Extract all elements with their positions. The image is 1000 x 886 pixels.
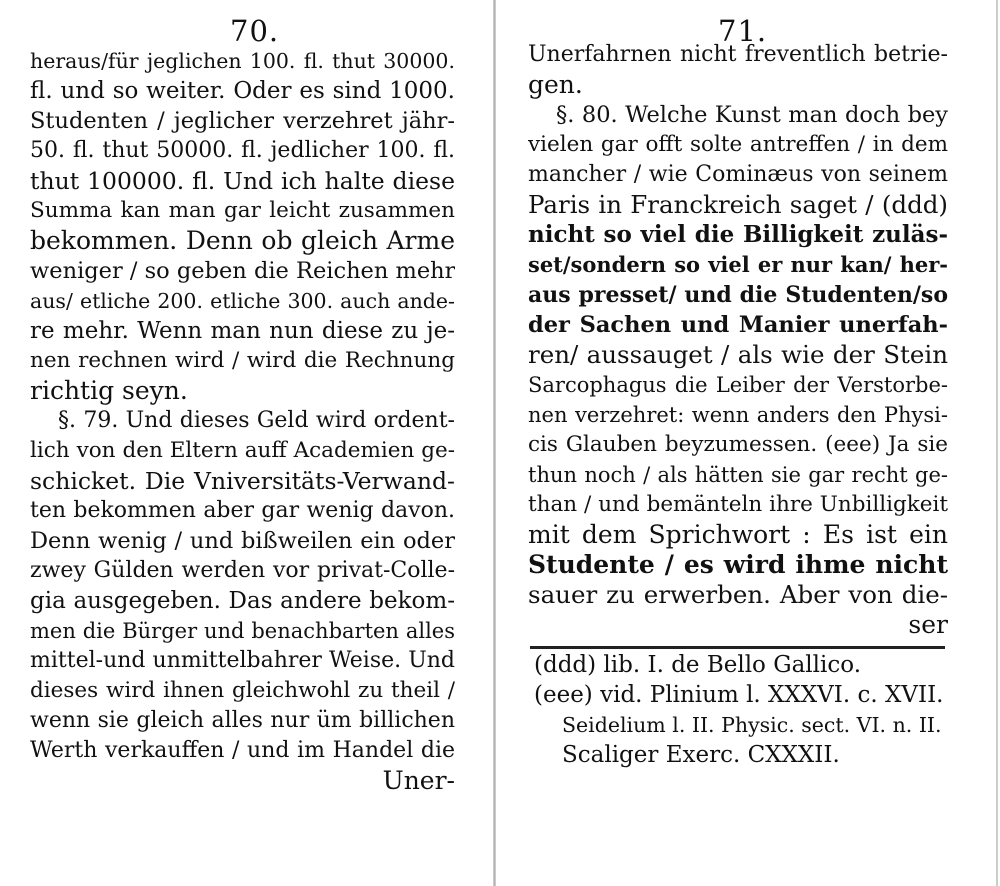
text-line: nicht so viel die Billigkeit zuläs- — [528, 221, 948, 248]
text-line: aus presset/ und die Studenten/so — [528, 282, 948, 308]
text-line: schicket. Die Vniversitäts-Verwand- — [30, 467, 455, 495]
text-line: wenn sie gleich alles nur üm billichen — [30, 708, 455, 733]
page-number-right: 71. — [718, 14, 768, 48]
text-line: nen verzehret: wenn anders den Physi- — [528, 403, 948, 427]
left-page — [30, 0, 455, 886]
book-gutter — [493, 0, 496, 886]
footnote-rule — [530, 646, 945, 649]
text-line: Denn wenig / und bißweilen ein oder — [30, 528, 455, 554]
footnote: Scaliger Exerc. CXXXII. — [562, 742, 840, 768]
text-line: Werth verkauffen / und im Handel die — [30, 738, 455, 763]
text-line: lich von den Eltern auff Academien ge- — [30, 438, 455, 463]
text-line: Unerfahrnen nicht freventlich betrie- — [528, 42, 948, 67]
page-edge — [996, 0, 998, 886]
text-line: set/sondern so viel er nur kan/ her- — [528, 252, 948, 277]
text-line: thut 100000. fl. Und ich halte diese — [30, 167, 455, 195]
right-page — [528, 0, 948, 886]
text-line: 50. fl. thut 50000. fl. jedlicher 100. fl. — [30, 138, 455, 163]
footnotes — [534, 650, 948, 770]
text-line: Studente / es wird ihme nicht — [528, 550, 948, 579]
text-line: Summa kan man gar leicht zusammen — [30, 198, 455, 223]
text-line: der Sachen und Manier unerfah- — [528, 312, 948, 338]
text-line: re mehr. Wenn man nun diese zu je- — [30, 318, 455, 344]
left-page-text — [30, 46, 455, 796]
text-line: gia ausgegeben. Das andere bekom- — [30, 588, 455, 614]
text-line: fl. und so weiter. Oder es sind 1000. — [30, 78, 455, 104]
text-line: ren/ aussauget / als wie der Stein — [528, 340, 948, 369]
text-line: mit dem Sprichwort : Es ist ein — [528, 520, 948, 549]
text-line: vielen gar offt solte antreffen / in dem — [528, 132, 948, 157]
page-number-left: 70. — [230, 14, 280, 48]
text-line: §. 80. Welche Kunst man doch bey — [556, 102, 948, 128]
text-line: weniger / so geben die Reichen mehr — [30, 258, 455, 284]
text-line: men die Bürger und benachbarten alles — [30, 619, 455, 643]
text-line: zwey Gülden werden vor privat-Colle- — [30, 558, 455, 583]
footnote: (eee) vid. Plinium l. XXXVI. c. XVII. — [534, 682, 944, 708]
footnote: (ddd) lib. I. de Bello Gallico. — [534, 652, 862, 678]
footnote: Seidelium l. II. Physic. sect. VI. n. II. — [562, 713, 942, 737]
text-line: aus/ etliche 200. etliche 300. auch ande- — [30, 289, 455, 313]
text-line: Paris in Franckreich saget / (ddd) — [528, 190, 948, 219]
text-line: mancher / wie Cominæus von seinem — [528, 162, 948, 187]
catchword: Uner- — [382, 766, 455, 795]
text-line: Studenten / jeglicher verzehret jähr- — [30, 108, 455, 134]
text-line: mittel-und unmittelbahrer Weise. Und — [30, 648, 455, 673]
text-line: cis Glauben beyzumessen. (eee) Ja sie — [528, 432, 948, 457]
text-line: heraus/für jeglichen 100. fl. thut 30000. — [30, 49, 455, 73]
text-line: ten bekommen aber gar wenig davon. — [30, 498, 455, 523]
text-line: dieses wird ihnen gleichwohl zu theil / — [30, 678, 455, 703]
text-line: gen. — [528, 70, 583, 99]
right-page-text — [528, 40, 948, 640]
text-line: nen rechnen wird / wird die Rechnung — [30, 348, 455, 373]
text-line: than / und bemänteln ihre Unbilligkeit — [528, 492, 948, 517]
text-line: sauer zu erwerben. Aber von die- — [528, 580, 948, 609]
text-line: §. 79. Und dieses Geld wird ordent- — [58, 408, 455, 433]
text-line: bekommen. Denn ob gleich Arme — [30, 226, 455, 255]
text-line: richtig seyn. — [30, 376, 188, 405]
text-line: Sarcophagus die Leiber der Verstorbe- — [528, 373, 948, 397]
text-line: thun noch / als hätten sie gar recht ge- — [528, 463, 948, 487]
catchword: ser — [908, 610, 948, 639]
